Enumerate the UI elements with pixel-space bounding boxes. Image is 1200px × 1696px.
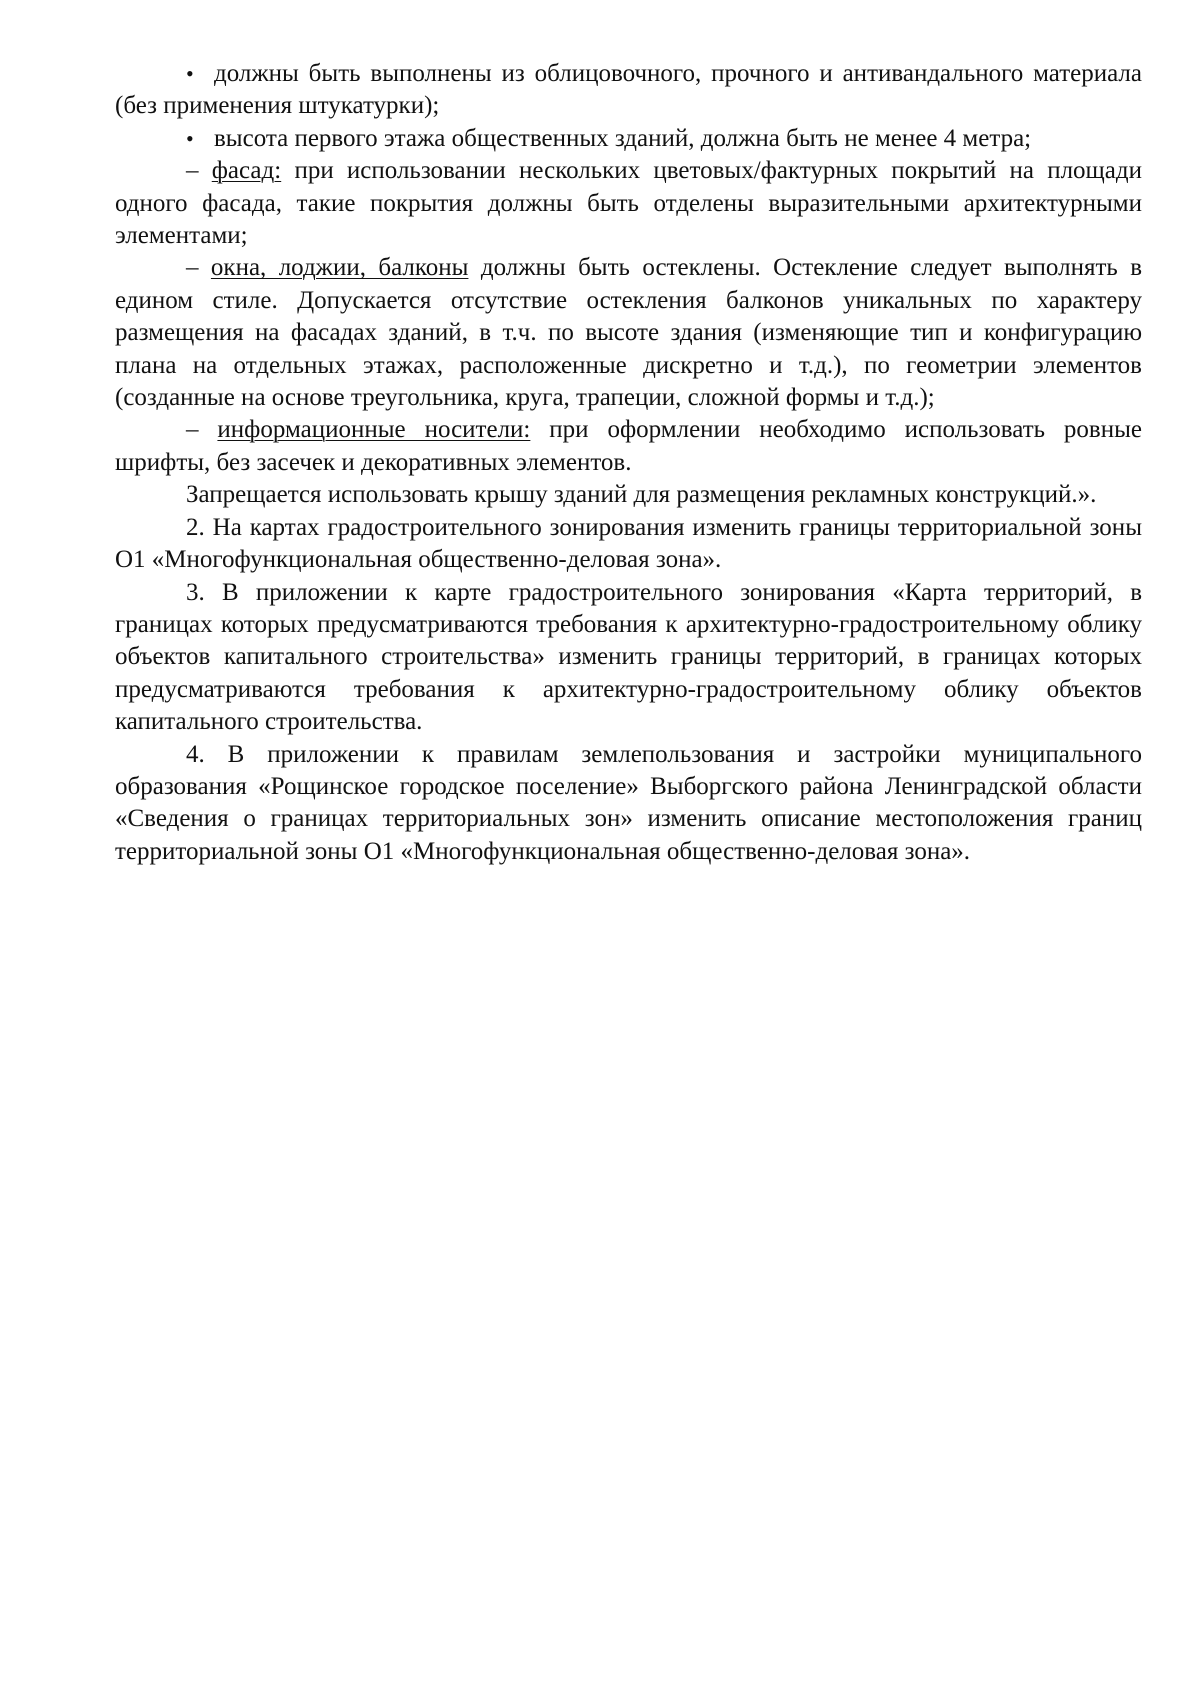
dash-mark: – — [186, 157, 199, 185]
paragraph-2: 2. На картах градостроительного зонирования изменить границы территориальной зоны О1 «Многофункциональная общественно-деловая зона». — [115, 513, 1142, 574]
item-term: фасад: — [211, 157, 282, 185]
bullet-item-material — [115, 58, 1142, 123]
item-text: при оформлении необходимо использовать ровные шрифты, без засечек и декоративных элементов. — [115, 416, 1143, 476]
bullet-text: должны быть выполнены из облицовочного, прочного и антивандального материала (без применения штукатурки); — [115, 60, 1142, 120]
bullet-item-floor-height — [115, 123, 1142, 155]
item-info-carriers — [115, 414, 1142, 479]
item-term: окна, лоджии, балконы — [210, 254, 469, 282]
paragraph-roof-ads: Запрещается использовать крышу зданий для размещения рекламных конструкций.». — [186, 481, 1097, 509]
item-text: должны быть остеклены. Остекление следует выполнять в едином стиле. Допускается отсутствие остекления балконов уникальных по характеру размещения на фасадах зданий, в т.ч. по высоте здания (изменяющие тип и конфигурацию плана на отдельных этажах, расположенные дискретно и т.д.), по геометрии элементов (созданные на основе треугольника, круга, трапеции, сложной формы и т.д.); — [115, 254, 1143, 412]
bullet-text: высота первого этажа общественных зданий, должна быть не менее 4 метра; — [214, 124, 1032, 152]
item-text: при использовании нескольких цветовых/фактурных покрытий на площади одного фасада, такие покрытия должны быть отделены выразительными архитектурными элементами; — [115, 157, 1142, 250]
document-page — [115, 58, 1142, 868]
bullet-icon — [186, 123, 214, 155]
item-windows — [115, 252, 1142, 414]
dash-mark: – — [186, 416, 199, 444]
item-term: информационные носители: — [217, 416, 531, 444]
dash-mark: – — [186, 254, 199, 282]
paragraph-3: 3. В приложении к карте градостроительного зонирования «Карта территорий, в границах которых предусматриваются требования к архитектурно-градостроительному облику объектов капитального строительства» изменить границы территорий, в границах которых предусматриваются требования к архитектурно-градостроительному облику объектов капитального строительства. — [115, 578, 1142, 736]
item-facade — [115, 155, 1142, 252]
bullet-icon — [186, 58, 214, 90]
paragraph-4: 4. В приложении к правилам землепользования и застройки муниципального образования «Рощинское городское поселение» Выборгского района Ленинградской области «Сведения о границах территориальных зон» изменить описание местоположения границ территориальной зоны О1 «Многофункциональная общественно-деловая зона». — [115, 740, 1142, 865]
